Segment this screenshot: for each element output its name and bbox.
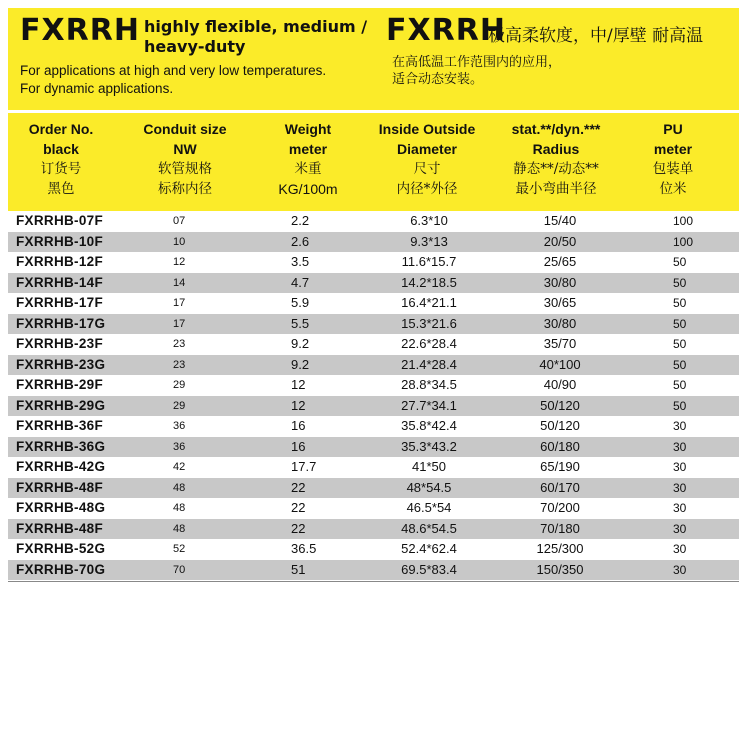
cell-pu: 50 (673, 316, 687, 331)
cell-weight: 5.5 (291, 315, 310, 331)
column-header-order (8, 119, 114, 199)
column-header-pu-cn2: 位米 (659, 181, 687, 197)
cell-order-no: FXRRHB-29G (16, 397, 106, 413)
table-row (8, 355, 739, 376)
cell-conduit-size: 23 (173, 338, 186, 350)
cell-order-no: FXRRHB-14F (16, 274, 104, 290)
header-banner (8, 8, 739, 110)
column-header-weight-en1: Weight (284, 121, 332, 137)
cell-conduit-size: 48 (173, 481, 186, 494)
description-cn-line1: 在高低温工作范围内的应用， (392, 55, 562, 70)
cell-order-no: FXRRHB-36G (16, 438, 106, 454)
table-row (8, 314, 739, 335)
cell-diameter: 6.3*10 (410, 213, 448, 228)
cell-diameter: 9.3*13 (410, 233, 448, 249)
cell-diameter: 15.3*21.6 (401, 315, 457, 331)
table-row (8, 457, 739, 478)
cell-diameter: 22.6*28.4 (401, 336, 457, 351)
cell-conduit-size: 36 (173, 440, 186, 453)
table-bottom-divider (8, 581, 739, 582)
table-row (8, 252, 739, 273)
cell-order-no: FXRRHB-23G (16, 356, 106, 372)
table-row (8, 560, 739, 581)
cell-order-no: FXRRHB-07F (16, 213, 104, 228)
cell-weight: 5.9 (291, 295, 310, 310)
cell-weight: 22 (291, 500, 306, 515)
cell-radius: 15/40 (543, 213, 577, 228)
cell-radius: 70/180 (540, 520, 580, 536)
column-header-diameter-en1: Inside Outside (378, 121, 476, 137)
cell-pu: 100 (673, 214, 694, 228)
cell-order-no: FXRRHB-42G (16, 459, 106, 474)
cell-conduit-size: 17 (173, 317, 186, 330)
table-row (8, 396, 739, 417)
cell-conduit-size: 52 (173, 543, 186, 555)
column-header-size-cn2: 标称内径 (158, 181, 212, 197)
cell-order-no: FXRRHB-10F (16, 233, 104, 249)
cell-diameter: 35.3*43.2 (401, 438, 457, 454)
cell-pu: 30 (673, 501, 687, 515)
cell-weight: 17.7 (291, 459, 317, 474)
cell-order-no: FXRRHB-48G (16, 500, 106, 515)
description-en (20, 62, 326, 98)
column-header-diameter (368, 119, 486, 199)
table-row (8, 437, 739, 458)
cell-weight: 22 (291, 479, 306, 495)
table-body (8, 211, 739, 580)
description-cn (392, 54, 561, 88)
cell-radius: 50/120 (540, 397, 580, 413)
cell-conduit-size: 36 (173, 420, 186, 432)
cell-weight: 2.2 (291, 213, 310, 228)
cell-conduit-size: 29 (173, 379, 186, 391)
column-header-diameter-cn1: 尺寸 (413, 161, 441, 177)
cell-radius: 40*100 (539, 356, 581, 372)
cell-order-no: FXRRHB-12F (16, 254, 104, 269)
cell-conduit-size: 23 (173, 358, 186, 371)
cell-weight: 12 (291, 397, 306, 413)
description-cn-line2: 适合动态安装。 (392, 72, 484, 87)
cell-diameter: 21.4*28.4 (401, 356, 457, 372)
cell-pu: 30 (673, 521, 687, 536)
cell-diameter: 46.5*54 (406, 500, 452, 515)
column-header-radius-cn2: 最小弯曲半径 (515, 181, 597, 197)
column-header-order-en2: black (43, 141, 79, 157)
cell-pu: 50 (673, 255, 687, 269)
table-row (8, 478, 739, 499)
cell-order-no: FXRRHB-29F (16, 377, 104, 392)
cell-weight: 9.2 (291, 356, 310, 372)
cell-pu: 50 (673, 378, 687, 392)
cell-radius: 125/300 (536, 541, 584, 556)
description-en-line2: For dynamic applications. (20, 81, 174, 96)
table-row (8, 273, 739, 294)
table-row (8, 211, 739, 232)
column-header-order-en1: Order No. (28, 121, 94, 137)
column-header-radius-en2: Radius (532, 141, 580, 157)
title-cn: 极高柔软度，中/厚壁 耐高温 (488, 26, 704, 46)
cell-weight: 22 (291, 520, 306, 536)
cell-conduit-size: 48 (173, 502, 186, 514)
column-header-radius-en1: stat.**/dyn.*** (511, 121, 601, 137)
cell-conduit-size: 42 (173, 461, 186, 473)
cell-diameter: 28.8*34.5 (401, 377, 457, 392)
cell-radius: 20/50 (543, 233, 577, 249)
column-header-order-cn2: 黑色 (47, 181, 75, 197)
column-header-order-cn1: 订货号 (40, 161, 82, 177)
column-header-size (126, 119, 244, 199)
cell-weight: 9.2 (291, 336, 310, 351)
cell-radius: 30/80 (543, 315, 577, 331)
cell-pu: 30 (673, 460, 687, 474)
table-row (8, 539, 739, 560)
cell-weight: 2.6 (291, 233, 310, 249)
cell-radius: 35/70 (543, 336, 577, 351)
cell-pu: 100 (673, 234, 694, 249)
cell-weight: 12 (291, 377, 306, 392)
cell-order-no: FXRRHB-36F (16, 418, 104, 433)
cell-pu: 30 (673, 480, 687, 495)
cell-conduit-size: 07 (173, 215, 186, 227)
table-row (8, 334, 739, 355)
cell-radius: 40/90 (543, 377, 577, 392)
cell-radius: 30/65 (543, 295, 577, 310)
cell-conduit-size: 48 (173, 522, 186, 535)
column-header-diameter-en2: Diameter (397, 141, 457, 157)
brand-logo: FXRRH (20, 13, 140, 48)
column-header-radius-cn1: 静态**/动态** (513, 161, 599, 177)
cell-radius: 150/350 (536, 561, 584, 577)
cell-order-no: FXRRHB-48F (16, 479, 104, 495)
cell-conduit-size: 10 (173, 235, 186, 248)
cell-order-no: FXRRHB-48F (16, 520, 104, 536)
column-header-pu-en1: PU (663, 121, 683, 137)
cell-diameter: 52.4*62.4 (401, 541, 457, 556)
column-header-radius (498, 119, 614, 199)
column-header-weight-en2: meter (288, 141, 328, 157)
column-header-pu-en2: meter (653, 141, 693, 157)
table-row (8, 375, 739, 396)
table-row (8, 416, 739, 437)
cell-order-no: FXRRHB-52G (16, 541, 106, 556)
cell-diameter: 48*54.5 (406, 479, 452, 495)
cell-order-no: FXRRHB-70G (16, 561, 106, 577)
product-tagline: highly flexible, medium / heavy-duty (144, 17, 368, 56)
cell-diameter: 14.2*18.5 (401, 274, 457, 290)
table-row (8, 519, 739, 540)
cell-pu: 30 (673, 419, 687, 433)
cell-order-no: FXRRHB-17G (16, 315, 106, 331)
column-header-size-en2: NW (173, 141, 197, 157)
cell-conduit-size: 17 (173, 297, 186, 309)
cell-pu: 50 (673, 398, 687, 413)
description-en-line1: For applications at high and very low temperatures. (20, 63, 327, 78)
cell-pu: 50 (673, 275, 687, 290)
cell-conduit-size: 12 (173, 256, 186, 268)
cell-diameter: 11.6*15.7 (401, 254, 457, 269)
column-header-pu (633, 119, 713, 199)
column-header-size-en1: Conduit size (143, 121, 227, 137)
cell-radius: 60/180 (540, 438, 580, 454)
cell-radius: 25/65 (543, 254, 577, 269)
cell-weight: 4.7 (291, 274, 310, 290)
cell-radius: 50/120 (540, 418, 580, 433)
column-header-size-cn1: 软管规格 (158, 161, 212, 177)
brand-logo-cn: FXRRH (386, 13, 506, 48)
cell-weight: 16 (291, 418, 306, 433)
cell-diameter: 16.4*21.1 (401, 295, 457, 310)
cell-order-no: FXRRHB-17F (16, 295, 104, 310)
cell-weight: 51 (291, 561, 306, 577)
column-header-weight (248, 119, 368, 199)
table-row (8, 498, 739, 519)
cell-conduit-size: 14 (173, 276, 186, 289)
cell-conduit-size: 70 (173, 563, 186, 576)
cell-diameter: 69.5*83.4 (401, 561, 457, 577)
cell-pu: 50 (673, 296, 687, 310)
cell-pu: 50 (673, 357, 687, 372)
table-row (8, 293, 739, 314)
cell-diameter: 27.7*34.1 (401, 397, 457, 413)
column-header-pu-cn1: 包装单 (652, 161, 694, 177)
cell-weight: 36.5 (291, 541, 317, 556)
table-header (8, 113, 739, 211)
cell-pu: 30 (673, 562, 687, 577)
cell-radius: 65/190 (540, 459, 580, 474)
cell-diameter: 41*50 (412, 459, 446, 474)
cell-radius: 60/170 (540, 479, 580, 495)
cell-pu: 30 (673, 542, 687, 556)
cell-weight: 16 (291, 438, 306, 454)
cell-diameter: 48.6*54.5 (401, 520, 457, 536)
column-header-diameter-cn2: 内径*外径 (396, 181, 458, 197)
column-header-weight-cn1: 米重 (294, 161, 322, 177)
cell-order-no: FXRRHB-23F (16, 336, 104, 351)
cell-weight: 3.5 (291, 254, 310, 269)
table-row (8, 232, 739, 253)
cell-conduit-size: 29 (173, 399, 186, 412)
cell-pu: 30 (673, 439, 687, 454)
cell-radius: 30/80 (543, 274, 577, 290)
column-header-weight-cn2: KG/100m (278, 181, 338, 197)
cell-radius: 70/200 (540, 500, 580, 515)
cell-pu: 50 (673, 337, 687, 351)
cell-diameter: 35.8*42.4 (401, 418, 457, 433)
